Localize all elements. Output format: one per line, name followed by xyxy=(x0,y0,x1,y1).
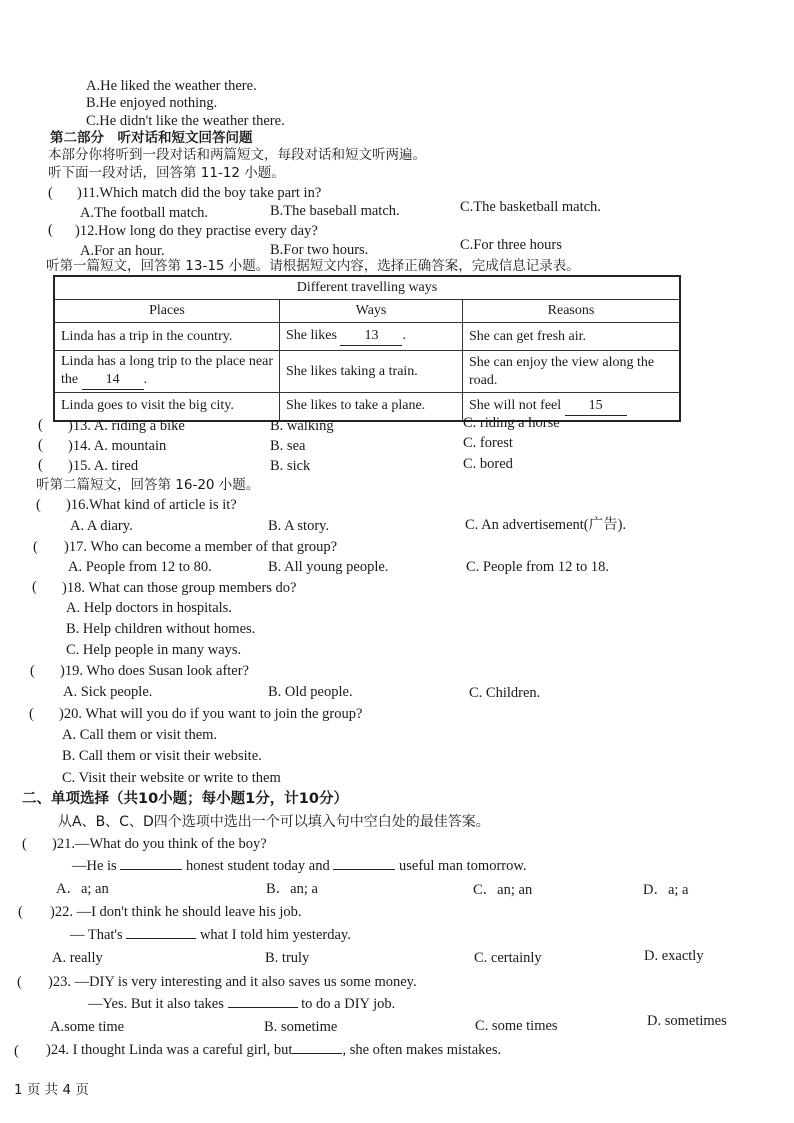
blank-13: 13 xyxy=(340,327,402,346)
part2-title: 第二部分 听对话和短文回答问题 xyxy=(50,130,253,146)
q17-stem: )17. Who can become a member of that group? xyxy=(64,539,338,555)
answer-paren-11: ( xyxy=(48,185,53,201)
q21-option-b: B．an; a xyxy=(266,881,318,897)
answer-paren-20: ( xyxy=(29,706,34,722)
q22-option-c: C. certainly xyxy=(474,950,542,966)
q17-option-c: C. People from 12 to 18. xyxy=(466,559,609,575)
q11-option-c: C.The basketball match. xyxy=(460,199,601,215)
q23-option-c: C. some times xyxy=(475,1018,558,1034)
option-q10-a: A.He liked the weather there. xyxy=(86,78,257,94)
blank-q21-2 xyxy=(333,869,395,870)
q23-stem: )23. —DIY is very interesting and it also saves us some money. xyxy=(48,974,417,990)
q22-option-b: B. truly xyxy=(265,950,310,966)
q15-stem: )15. A. tired xyxy=(68,458,139,474)
blank-q23 xyxy=(228,1007,298,1008)
q21-option-a: A．a; an xyxy=(56,881,109,897)
q20-option-a: A. Call them or visit them. xyxy=(62,727,218,743)
row3-way: She likes to take a plane. xyxy=(280,393,463,421)
page-footer: 1 页 共 4 页 xyxy=(14,1082,89,1098)
q23-line2: —Yes. But it also takes to do a DIY job. xyxy=(88,996,396,1012)
dialog-intro: 听下面一段对话，回答第 11-12 小题。 xyxy=(48,165,285,181)
answer-paren-22: ( xyxy=(18,904,23,920)
q11-option-b: B.The baseball match. xyxy=(270,203,400,219)
q19-option-a: A. Sick people. xyxy=(63,684,153,700)
blank-q21-1 xyxy=(120,869,182,870)
answer-paren-18: ( xyxy=(32,579,37,595)
q12-option-b: B.For two hours. xyxy=(270,242,369,258)
q20-stem: )20. What will you do if you want to join the group? xyxy=(59,706,363,722)
answer-paren-19: ( xyxy=(30,663,35,679)
q14-option-c: C. forest xyxy=(463,435,513,451)
header-reasons: Reasons xyxy=(463,300,681,323)
row3-reason: She will not feel 15 xyxy=(463,393,681,421)
answer-paren-21: ( xyxy=(22,836,27,852)
q21-option-d: D．a; a xyxy=(643,882,689,898)
q17-option-b: B. All young people. xyxy=(268,559,389,575)
q15-option-c: C. bored xyxy=(463,456,513,472)
header-places: Places xyxy=(54,300,280,323)
q16-option-b: B. A story. xyxy=(268,518,330,534)
table-title: Different travelling ways xyxy=(54,276,680,300)
q12-stem: )12.How long do they practise every day? xyxy=(75,223,318,239)
q22-stem: )22. —I don't think he should leave his job. xyxy=(50,904,302,920)
q18-option-a: A. Help doctors in hospitals. xyxy=(66,600,232,616)
answer-paren-12: ( xyxy=(48,222,53,238)
answer-paren-13: ( xyxy=(38,417,43,433)
q21-stem: )21.—What do you think of the boy? xyxy=(52,836,267,852)
q23-option-a: A.some time xyxy=(50,1019,125,1035)
q24-stem: )24. I thought Linda was a careful girl, but , she often makes mistakes. xyxy=(46,1042,502,1058)
q20-option-b: B. Call them or visit their website. xyxy=(62,748,262,764)
q21-option-c: C．an; an xyxy=(473,882,533,898)
part2-intro: 本部分你将听到一段对话和两篇短文，每段对话和短文听两遍。 xyxy=(48,147,426,163)
row1-place: Linda has a trip in the country. xyxy=(54,323,280,351)
blank-15: 15 xyxy=(565,397,627,416)
answer-paren-16: ( xyxy=(36,497,41,513)
answer-paren-14: ( xyxy=(38,437,43,453)
q18-stem: )18. What can those group members do? xyxy=(62,580,297,596)
section2-instruction: 从A、B、C、D四个选项中选出一个可以填入句中空白处的最佳答案。 xyxy=(58,814,490,830)
section2-title: 二、单项选择（共10小题；每小题1分，计10分） xyxy=(22,791,348,807)
q23-option-d: D. sometimes xyxy=(647,1013,727,1029)
passage2-intro: 听第二篇短文，回答第 16-20 小题。 xyxy=(36,477,260,493)
row1-reason: She can get fresh air. xyxy=(463,323,681,351)
option-q10-c: C.He didn't like the weather there. xyxy=(86,113,285,129)
answer-paren-23: ( xyxy=(17,974,22,990)
passage1-intro: 听第一篇短文，回答第 13-15 小题。请根据短文内容，选择正确答案，完成信息记录表。 xyxy=(46,258,580,274)
travel-info-table xyxy=(53,275,681,422)
q13-option-c: C. riding a horse xyxy=(463,415,560,431)
q19-stem: )19. Who does Susan look after? xyxy=(60,663,249,679)
answer-paren-15: ( xyxy=(38,457,43,473)
header-ways: Ways xyxy=(280,300,463,323)
q18-option-b: B. Help children without homes. xyxy=(66,621,256,637)
q14-stem: )14. A. mountain xyxy=(68,438,167,454)
q21-line2: —He is honest student today and useful man tomorrow. xyxy=(72,858,527,874)
q17-option-a: A. People from 12 to 80. xyxy=(68,559,212,575)
blank-q22 xyxy=(126,938,196,939)
answer-paren-17: ( xyxy=(33,539,38,555)
row2-reason: She can enjoy the view along the road. xyxy=(463,351,681,393)
q18-option-c: C. Help people in many ways. xyxy=(66,642,242,658)
q11-stem: )11.Which match did the boy take part in? xyxy=(77,185,322,201)
option-q10-b: B.He enjoyed nothing. xyxy=(86,95,218,111)
q13-stem: )13. A. riding a bike xyxy=(68,418,185,434)
q19-option-b: B. Old people. xyxy=(268,684,353,700)
q12-option-c: C.For three hours xyxy=(460,237,562,253)
row3-place: Linda goes to visit the big city. xyxy=(54,393,280,421)
q16-option-c: C. An advertisement(广告). xyxy=(465,517,627,533)
blank-14: 14 xyxy=(82,371,144,390)
q16-option-a: A. A diary. xyxy=(70,518,133,534)
q12-option-a: A.For an hour. xyxy=(80,243,165,259)
q19-option-c: C. Children. xyxy=(469,685,541,701)
q16-stem: )16.What kind of article is it? xyxy=(66,497,237,513)
answer-paren-24: ( xyxy=(14,1043,19,1059)
row2-way: She likes taking a train. xyxy=(280,351,463,393)
q20-option-c: C. Visit their website or write to them xyxy=(62,770,281,786)
q15-option-b: B. sick xyxy=(270,458,311,474)
q22-option-d: D. exactly xyxy=(644,948,704,964)
row2-place: Linda has a long trip to the place near the 14 . xyxy=(54,351,280,393)
blank-q24 xyxy=(292,1053,342,1054)
q13-option-b: B. walking xyxy=(270,418,334,434)
q22-option-a: A. really xyxy=(52,950,103,966)
q11-option-a: A.The football match. xyxy=(80,205,209,221)
q23-option-b: B. sometime xyxy=(264,1019,338,1035)
q14-option-b: B. sea xyxy=(270,438,306,454)
row1-way: She likes 13 . xyxy=(280,323,463,351)
q22-line2: — That's what I told him yesterday. xyxy=(70,927,351,943)
